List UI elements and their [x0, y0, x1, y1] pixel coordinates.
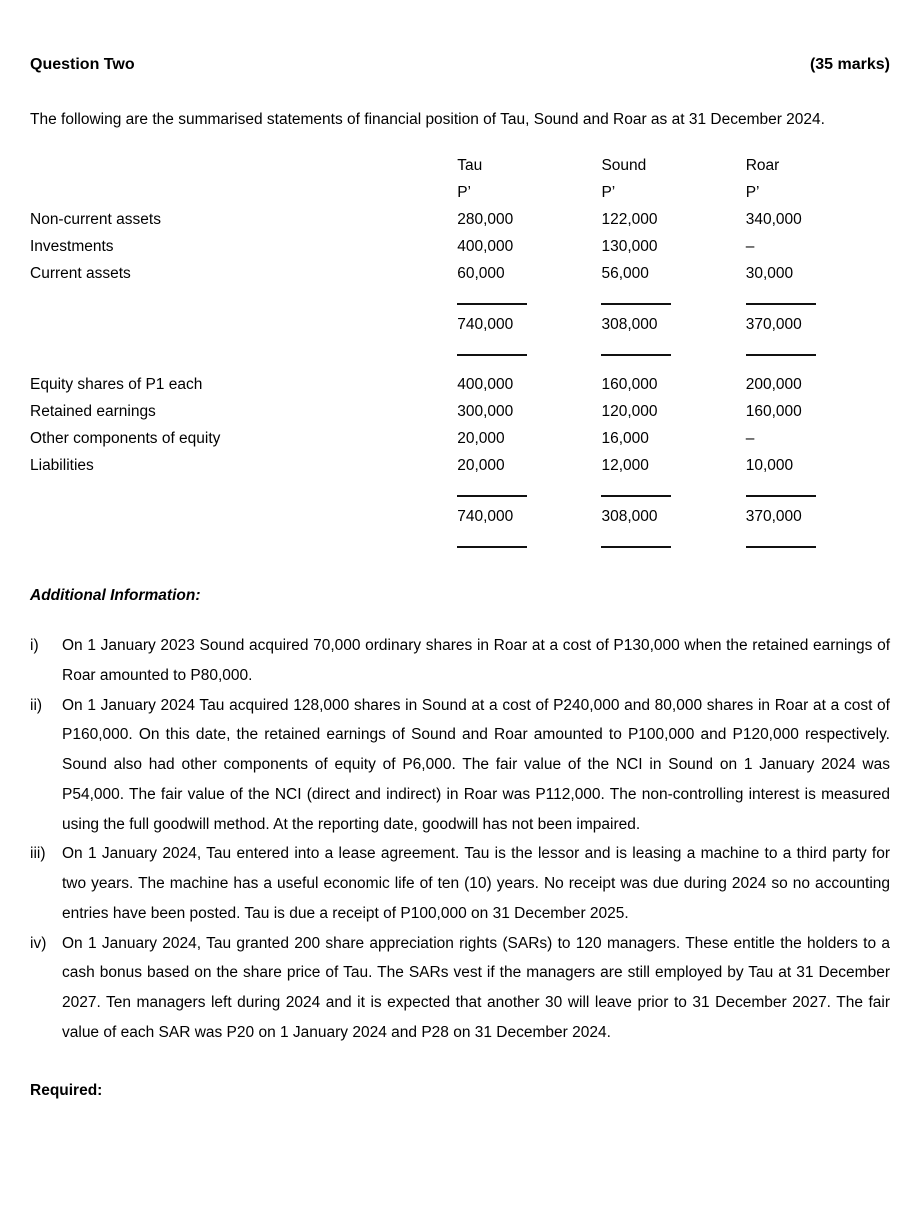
table-row: [30, 403, 890, 430]
list-item-text: On 1 January 2023 Sound acquired 70,000 ordinary shares in Roar at a cost of P130,000 when the retained earnings of Roar amounted to P80,000.: [62, 637, 890, 684]
cell-sound: 308,000: [601, 316, 658, 333]
table-row: [30, 457, 890, 484]
header-blank-cell: [30, 157, 457, 184]
table-row: [30, 265, 890, 292]
required-heading: Required:: [30, 1081, 103, 1099]
cell-roar: 370,000: [745, 316, 802, 333]
underline-rule: [601, 495, 671, 497]
rule-blank-cell: [30, 343, 457, 367]
table-row: [30, 211, 890, 238]
cell-tau: 400,000: [457, 376, 514, 393]
list-item: [30, 631, 890, 691]
cell-tau: 280,000: [457, 211, 514, 228]
marks-label: (35 marks): [809, 56, 890, 73]
list-item-marker: i): [30, 637, 39, 654]
cell-roar: 370,000: [745, 508, 802, 525]
underline-rule: [601, 354, 671, 356]
row-label: [30, 316, 457, 343]
row-label: Non-current assets: [30, 211, 161, 228]
cell-roar: –: [745, 430, 755, 447]
rule-blank-cell: [30, 484, 457, 508]
cell-tau: 400,000: [457, 238, 514, 255]
unit-header-roar: P’: [745, 184, 760, 201]
subtotal-rule-row: [30, 292, 890, 316]
underline-rule: [601, 546, 671, 548]
additional-information-list: [30, 631, 890, 1048]
row-label: Liabilities: [30, 457, 94, 474]
cell-roar: 10,000: [745, 457, 794, 474]
cell-roar: –: [745, 238, 755, 255]
underline-rule: [746, 303, 816, 305]
financial-position-table: [30, 157, 890, 559]
rule-sound: [601, 535, 745, 559]
cell-sound: 120,000: [601, 403, 658, 420]
row-label: Equity shares of P1 each: [30, 376, 203, 393]
rule-roar: [746, 484, 890, 508]
table-header-row-names: [30, 157, 890, 184]
rule-sound: [601, 343, 745, 367]
cell-tau: 740,000: [457, 508, 514, 525]
row-label: Current assets: [30, 265, 131, 282]
cell-sound: 160,000: [601, 376, 658, 393]
column-header-tau: Tau: [457, 157, 483, 174]
page-title: Question Two: [30, 56, 135, 73]
list-item-marker: iii): [30, 845, 46, 863]
assets-total-row: [30, 316, 890, 343]
rule-tau: [457, 535, 601, 559]
cell-sound: 308,000: [601, 508, 658, 525]
cell-tau: 60,000: [457, 265, 505, 282]
row-label: Investments: [30, 238, 114, 255]
underline-rule: [457, 495, 527, 497]
row-label: Retained earnings: [30, 403, 156, 420]
cell-sound: 122,000: [601, 211, 658, 228]
rule-tau: [457, 292, 601, 316]
equity-total-row: [30, 508, 890, 535]
rule-roar: [746, 292, 890, 316]
underline-rule: [601, 303, 671, 305]
cell-tau: 20,000: [457, 457, 505, 474]
row-label: Other components of equity: [30, 430, 221, 447]
section-gap: [30, 367, 890, 376]
cell-sound: 130,000: [601, 238, 658, 255]
cell-sound: 56,000: [601, 265, 649, 282]
list-item: [30, 691, 890, 840]
intro-paragraph: The following are the summarised statements of financial position of Tau, Sound and Roar as at 31 December 2024.: [30, 111, 825, 128]
list-item-text: On 1 January 2024, Tau granted 200 share appreciation rights (SARs) to 120 managers. These entitle the holders to a cash bonus based on the share price of Tau. The SARs vest if the managers are still employed by Tau at 31 December 2027. Ten managers left during 2024 and it is expected that another 30 will leave prior to 31 December 2027. The fair value of each SAR was P20 on 1 January 2024 and P28 on 31 December 2024.: [62, 934, 890, 1041]
unit-header-tau: P’: [457, 184, 471, 201]
list-item-marker: iv): [30, 934, 47, 952]
rule-tau: [457, 484, 601, 508]
list-item: [30, 839, 890, 928]
rule-roar: [746, 535, 890, 559]
column-header-roar: Roar: [745, 157, 780, 174]
underline-rule: [746, 495, 816, 497]
cell-sound: 12,000: [601, 457, 649, 474]
rule-sound: [601, 292, 745, 316]
total-rule-row: [30, 343, 890, 367]
table-row: [30, 376, 890, 403]
total-rule-row: [30, 535, 890, 559]
table-header-row-units: [30, 184, 890, 211]
cell-tau: 20,000: [457, 430, 505, 447]
cell-tau: 740,000: [457, 316, 514, 333]
underline-rule: [457, 354, 527, 356]
additional-information-heading: Additional Information:: [30, 587, 201, 604]
rule-blank-cell: [30, 535, 457, 559]
underline-rule: [457, 546, 527, 548]
rule-blank-cell: [30, 292, 457, 316]
rule-sound: [601, 484, 745, 508]
underline-rule: [457, 303, 527, 305]
underline-rule: [746, 546, 816, 548]
rule-tau: [457, 343, 601, 367]
underline-rule: [746, 354, 816, 356]
rule-roar: [746, 343, 890, 367]
cell-roar: 30,000: [745, 265, 794, 282]
table-row: [30, 430, 890, 457]
list-item: [30, 929, 890, 1048]
cell-tau: 300,000: [457, 403, 514, 420]
cell-roar: 340,000: [745, 211, 802, 228]
cell-roar: 160,000: [745, 403, 802, 420]
column-header-sound: Sound: [601, 157, 647, 174]
list-item-text: On 1 January 2024, Tau entered into a lease agreement. Tau is the lessor and is leasing a machine to a third party for two years. The machine has a useful economic life of ten (10) years. No receipt was due during 2024 so no accounting entries have been posted. Tau is due a receipt of P100,000 on 31 December 2025.: [62, 845, 890, 922]
subtotal-rule-row: [30, 484, 890, 508]
list-item-marker: ii): [30, 696, 43, 714]
cell-sound: 16,000: [601, 430, 649, 447]
question-header: [30, 56, 890, 74]
unit-blank-cell: [30, 184, 457, 211]
list-item-text: On 1 January 2024 Tau acquired 128,000 shares in Sound at a cost of P240,000 and 80,000 shares in Roar at a cost of P160,000. On this date, the retained earnings of Sound and Roar amounted to P100,000 and P120,000 respectively. Sound also had other components of equity of P6,000. The fair value of the NCI in Sound on 1 January 2024 was P54,000. The fair value of the NCI (direct and indirect) in Roar was P112,000. The non-controlling interest is measured using the full goodwill method. At the reporting date, goodwill has not been impaired.: [62, 696, 890, 833]
unit-header-sound: P’: [601, 184, 616, 201]
cell-roar: 200,000: [745, 376, 802, 393]
table-row: [30, 238, 890, 265]
row-label: [30, 508, 457, 535]
